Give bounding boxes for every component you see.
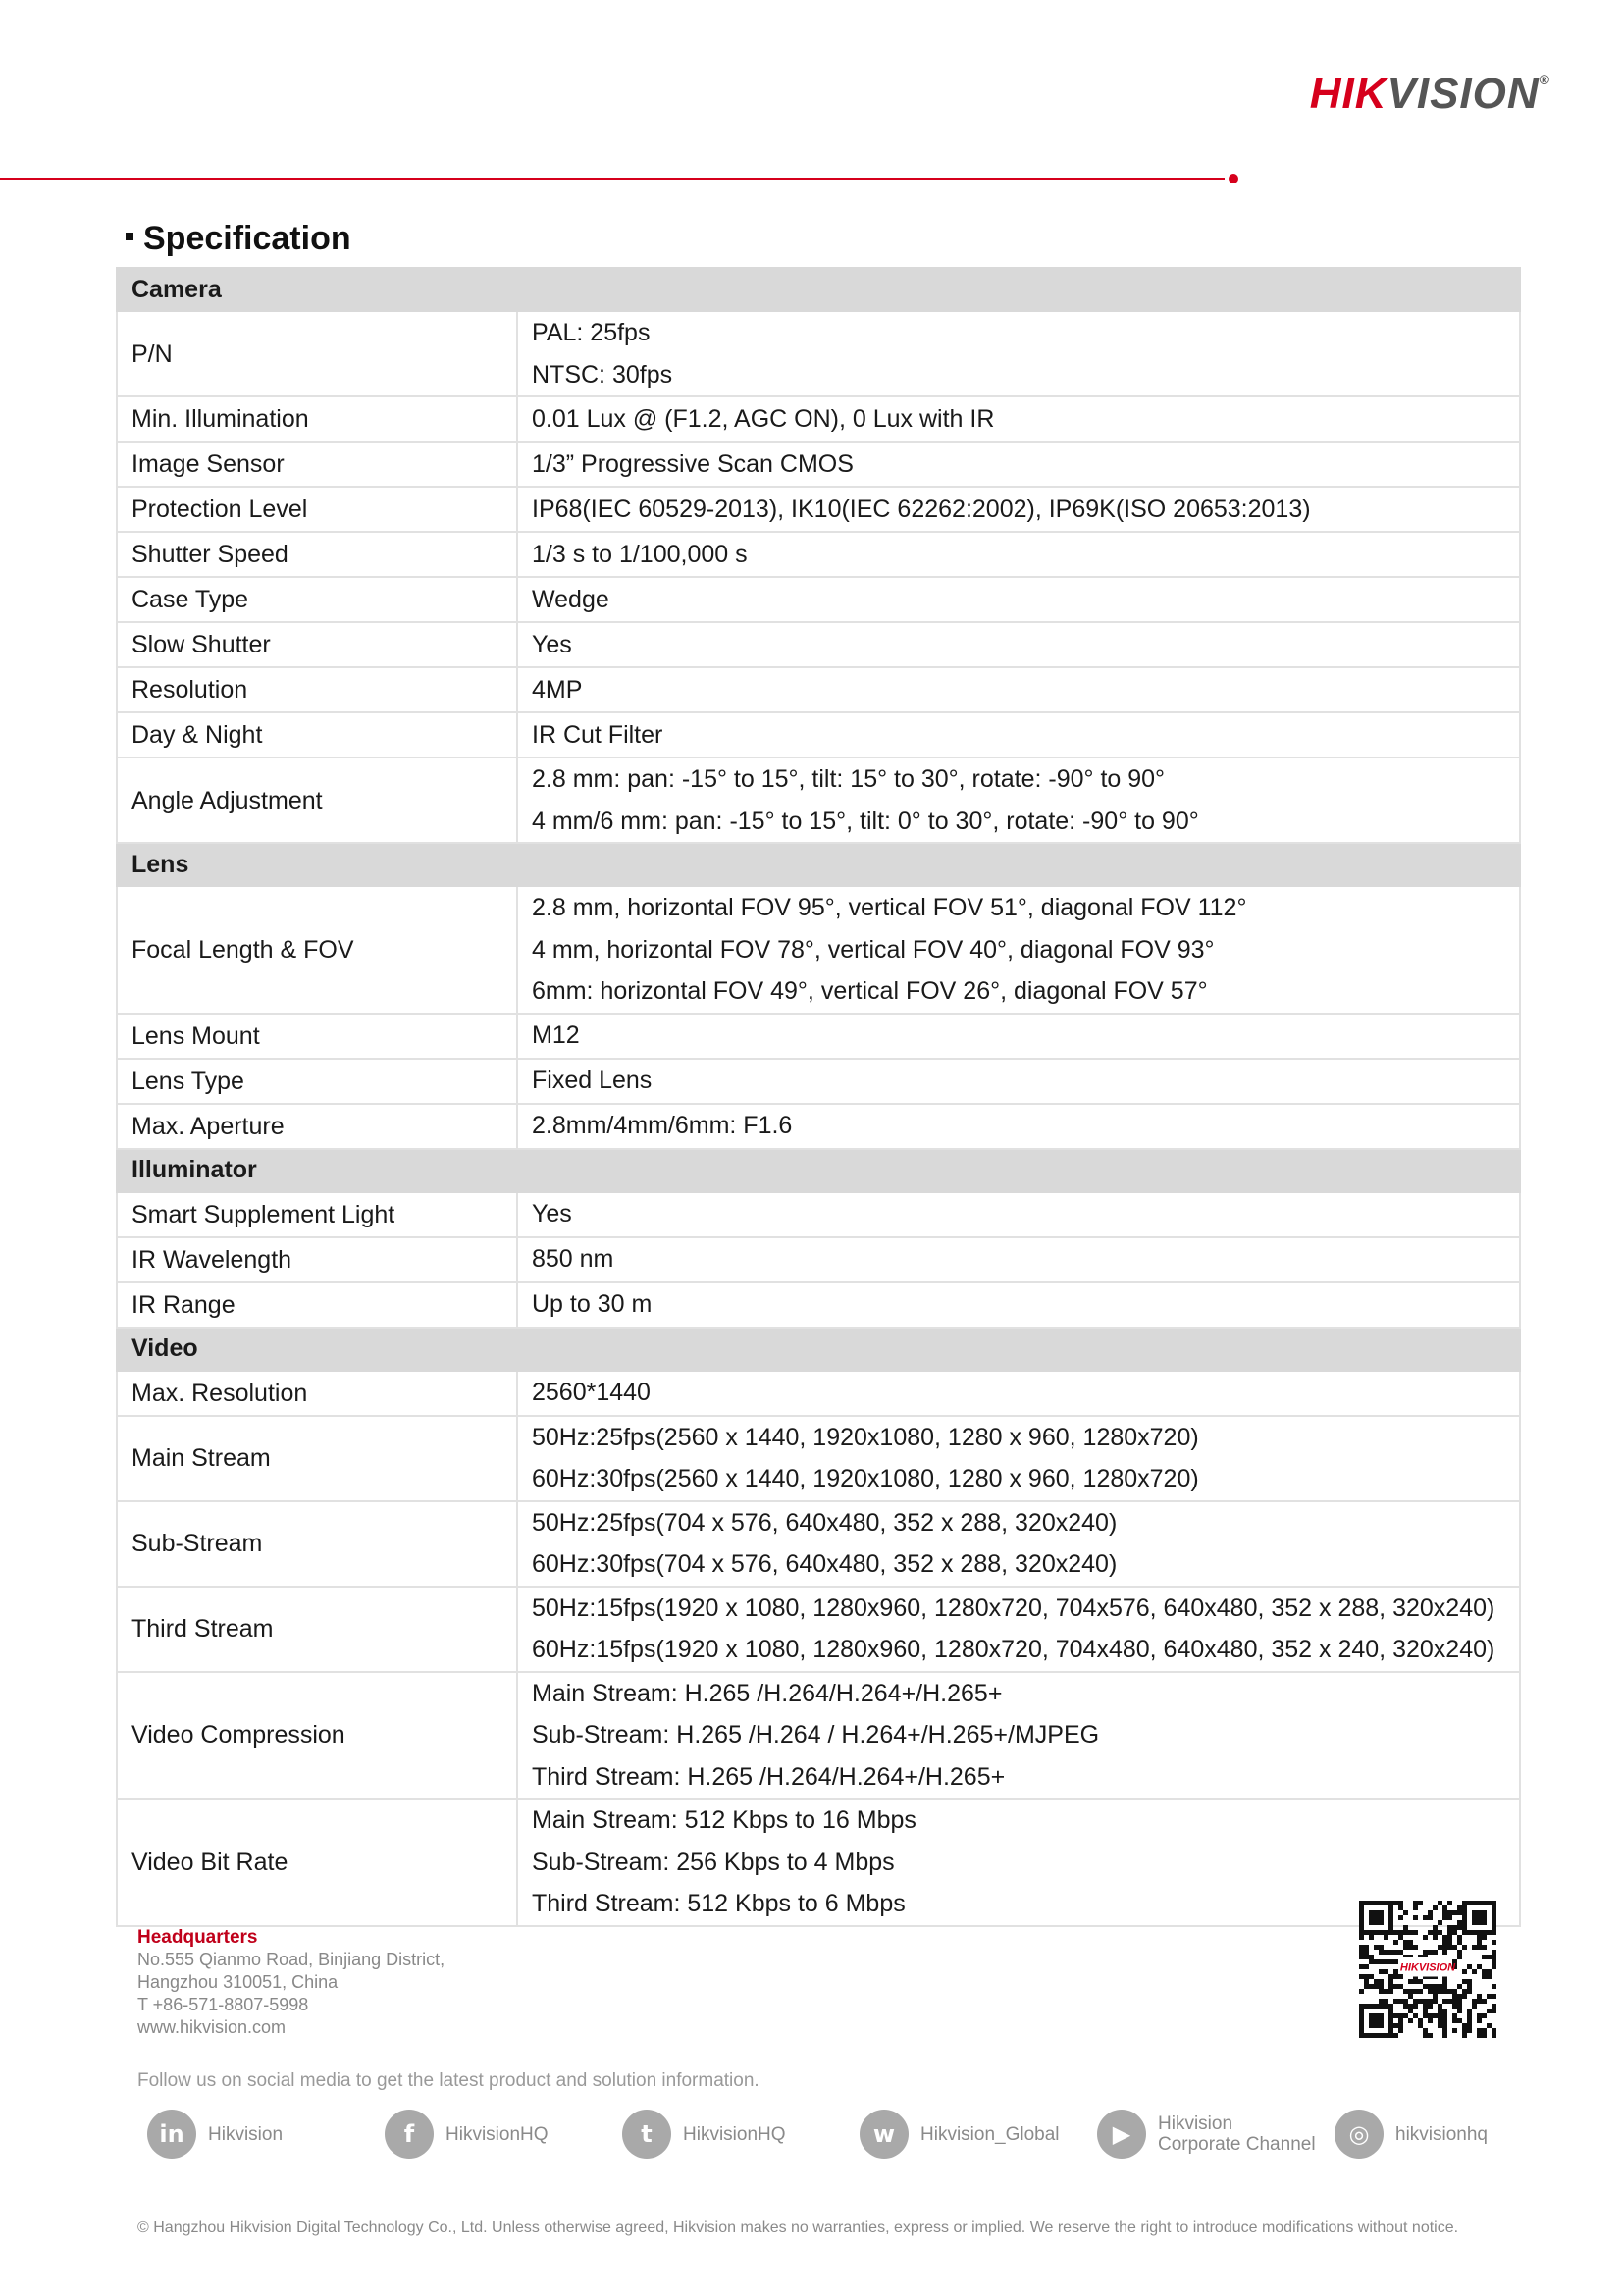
twitter-icon: t bbox=[622, 2110, 671, 2159]
youtube-icon: ▶ bbox=[1097, 2110, 1146, 2159]
spec-table bbox=[116, 267, 1521, 1927]
spec-row bbox=[117, 1059, 1520, 1104]
spec-label: Protection Level bbox=[117, 487, 517, 532]
spec-row bbox=[117, 577, 1520, 622]
spec-row bbox=[117, 1282, 1520, 1328]
spec-value bbox=[517, 442, 1520, 487]
spec-label: Angle Adjustment bbox=[117, 757, 517, 843]
address-line: No.555 Qianmo Road, Binjiang District, bbox=[137, 1950, 445, 1969]
spec-value bbox=[517, 1501, 1520, 1587]
section-header-lens bbox=[117, 843, 1520, 886]
social-label: Hikvision Corporate Channel bbox=[1158, 2113, 1316, 2155]
spec-label: Main Stream bbox=[117, 1416, 517, 1501]
spec-row bbox=[117, 667, 1520, 712]
spec-row bbox=[117, 757, 1520, 843]
spec-value bbox=[517, 712, 1520, 757]
hq-title: Headquarters bbox=[137, 1927, 258, 1948]
spec-value bbox=[517, 1059, 1520, 1104]
spec-row bbox=[117, 1237, 1520, 1282]
spec-row bbox=[117, 1014, 1520, 1059]
spec-label: Max. Aperture bbox=[117, 1104, 517, 1149]
spec-value-line: 50Hz:25fps(2560 x 1440, 1920x1080, 1280 x 960, 1280x720) bbox=[532, 1423, 1199, 1451]
spec-value bbox=[517, 1672, 1520, 1800]
spec-value-line: Yes bbox=[532, 630, 572, 658]
spec-value-line: 1/3” Progressive Scan CMOS bbox=[532, 449, 854, 478]
spec-label: P/N bbox=[117, 311, 517, 396]
page-title: Specification bbox=[126, 222, 351, 255]
qr-logo-label: HIKVISION bbox=[1399, 1961, 1456, 1974]
spec-label: Smart Supplement Light bbox=[117, 1192, 517, 1237]
social-label: hikvisionhq bbox=[1395, 2123, 1488, 2145]
spec-label: IR Range bbox=[117, 1282, 517, 1328]
spec-label: Lens Type bbox=[117, 1059, 517, 1104]
social-label: Hikvision bbox=[208, 2123, 284, 2145]
spec-value bbox=[517, 396, 1520, 442]
spec-value-line: 850 nm bbox=[532, 1245, 614, 1274]
spec-value bbox=[517, 886, 1520, 1014]
spec-value-line: Third Stream: 512 Kbps to 6 Mbps bbox=[532, 1890, 906, 1917]
social-link-instagram[interactable] bbox=[1335, 2108, 1488, 2161]
spec-value bbox=[517, 667, 1520, 712]
spec-value bbox=[517, 577, 1520, 622]
section-title: Illuminator bbox=[117, 1149, 1520, 1192]
spec-value-line: NTSC: 30fps bbox=[532, 360, 673, 389]
spec-row bbox=[117, 712, 1520, 757]
spec-value-line: 0.01 Lux @ (F1.2, AGC ON), 0 Lux with IR bbox=[532, 404, 995, 433]
header-rule bbox=[0, 178, 1225, 180]
spec-row bbox=[117, 886, 1520, 1014]
spec-value-line: Sub-Stream: H.265 /H.264 / H.264+/H.265+/MJPEG bbox=[532, 1721, 1100, 1748]
section-header-illuminator bbox=[117, 1149, 1520, 1192]
spec-value-line: Main Stream: 512 Kbps to 16 Mbps bbox=[532, 1806, 916, 1834]
spec-value-line: PAL: 25fps bbox=[532, 319, 651, 346]
hikvision-logo: HIKVISION® bbox=[1309, 70, 1550, 118]
section-title: Video bbox=[117, 1328, 1520, 1371]
spec-value-line: IR Cut Filter bbox=[532, 720, 663, 749]
spec-label: Lens Mount bbox=[117, 1014, 517, 1059]
spec-value-line: 60Hz:15fps(1920 x 1080, 1280x960, 1280x720, 704x480, 640x480, 352 x 240, 320x240) bbox=[532, 1636, 1495, 1663]
spec-row bbox=[117, 1672, 1520, 1800]
social-label: Hikvision_Global bbox=[920, 2123, 1060, 2145]
social-label: HikvisionHQ bbox=[445, 2123, 549, 2145]
spec-value bbox=[517, 532, 1520, 577]
title-bullet-icon bbox=[126, 233, 133, 240]
section-title: Lens bbox=[117, 843, 1520, 886]
spec-value-line: 2560*1440 bbox=[532, 1379, 651, 1407]
spec-value bbox=[517, 622, 1520, 667]
spec-row bbox=[117, 487, 1520, 532]
spec-value bbox=[517, 1014, 1520, 1059]
header-rule-dot bbox=[1229, 174, 1238, 183]
spec-row bbox=[117, 622, 1520, 667]
spec-label: Video Bit Rate bbox=[117, 1799, 517, 1926]
spec-value bbox=[517, 1282, 1520, 1328]
spec-value bbox=[517, 311, 1520, 396]
spec-value-line: Main Stream: H.265 /H.264/H.264+/H.265+ bbox=[532, 1679, 1003, 1707]
spec-value-line: 1/3 s to 1/100,000 s bbox=[532, 540, 748, 568]
section-header-video bbox=[117, 1328, 1520, 1371]
spec-value-line: 60Hz:30fps(2560 x 1440, 1920x1080, 1280 x 960, 1280x720) bbox=[532, 1465, 1199, 1492]
spec-label: Third Stream bbox=[117, 1587, 517, 1672]
social-link-facebook[interactable] bbox=[385, 2108, 549, 2161]
spec-value-line: 60Hz:30fps(704 x 576, 640x480, 352 x 288, 320x240) bbox=[532, 1550, 1118, 1578]
phone-line: T +86-571-8807-5998 bbox=[137, 1995, 309, 2014]
spec-row bbox=[117, 396, 1520, 442]
section-header-camera bbox=[117, 268, 1520, 311]
spec-value-line: 2.8mm/4mm/6mm: F1.6 bbox=[532, 1112, 793, 1140]
spec-row bbox=[117, 1501, 1520, 1587]
spec-value-line: 4 mm/6 mm: pan: -15° to 15°, tilt: 0° to 30°, rotate: -90° to 90° bbox=[532, 807, 1199, 835]
spec-row bbox=[117, 1104, 1520, 1149]
social-link-linkedin[interactable] bbox=[147, 2108, 283, 2161]
spec-value-line: 50Hz:15fps(1920 x 1080, 1280x960, 1280x720, 704x576, 640x480, 352 x 288, 320x240) bbox=[532, 1593, 1495, 1622]
spec-value bbox=[517, 1587, 1520, 1672]
qr-code-icon bbox=[1359, 1901, 1496, 2038]
spec-label: Focal Length & FOV bbox=[117, 886, 517, 1014]
spec-value bbox=[517, 1371, 1520, 1416]
spec-value-line: 2.8 mm: pan: -15° to 15°, tilt: 15° to 30°, rotate: -90° to 90° bbox=[532, 765, 1166, 793]
website-link[interactable]: www.hikvision.com bbox=[137, 2017, 287, 2037]
spec-value-line: Sub-Stream: 256 Kbps to 4 Mbps bbox=[532, 1848, 895, 1876]
spec-row bbox=[117, 532, 1520, 577]
wechat-icon: w bbox=[860, 2110, 909, 2159]
spec-value-line: 4 mm, horizontal FOV 78°, vertical FOV 40°, diagonal FOV 93° bbox=[532, 935, 1215, 964]
spec-value-line: Wedge bbox=[532, 585, 609, 613]
social-link-wechat[interactable] bbox=[860, 2108, 1060, 2161]
spec-label: Max. Resolution bbox=[117, 1371, 517, 1416]
social-label: HikvisionHQ bbox=[683, 2123, 786, 2145]
spec-value-line: 50Hz:25fps(704 x 576, 640x480, 352 x 288, 320x240) bbox=[532, 1508, 1118, 1537]
spec-row bbox=[117, 1799, 1520, 1926]
spec-value-line: Third Stream: H.265 /H.264/H.264+/H.265+ bbox=[532, 1762, 1006, 1791]
spec-value bbox=[517, 1192, 1520, 1237]
spec-label: Image Sensor bbox=[117, 442, 517, 487]
spec-value bbox=[517, 757, 1520, 843]
spec-value-line: M12 bbox=[532, 1021, 580, 1050]
spec-label: Case Type bbox=[117, 577, 517, 622]
spec-label: Sub-Stream bbox=[117, 1501, 517, 1587]
spec-value-line: 4MP bbox=[532, 675, 583, 704]
spec-value bbox=[517, 1416, 1520, 1501]
facebook-icon: f bbox=[385, 2110, 434, 2159]
spec-row bbox=[117, 1371, 1520, 1416]
spec-value-line: Yes bbox=[532, 1200, 572, 1228]
spec-row bbox=[117, 311, 1520, 396]
spec-value-line: IP68(IEC 60529-2013), IK10(IEC 62262:2002), IP69K(ISO 20653:2013) bbox=[532, 495, 1311, 523]
spec-value-line: Up to 30 m bbox=[532, 1290, 653, 1319]
spec-value bbox=[517, 487, 1520, 532]
address-line: Hangzhou 310051, China bbox=[137, 1972, 339, 1992]
spec-row bbox=[117, 1587, 1520, 1672]
spec-row bbox=[117, 1192, 1520, 1237]
follow-text: Follow us on social media to get the latest product and solution information. bbox=[137, 2070, 759, 2091]
spec-label: Shutter Speed bbox=[117, 532, 517, 577]
spec-value-line: Fixed Lens bbox=[532, 1067, 653, 1095]
spec-label: Video Compression bbox=[117, 1672, 517, 1800]
social-link-twitter[interactable] bbox=[622, 2108, 786, 2161]
copyright: © Hangzhou Hikvision Digital Technology Co., Ltd. Unless otherwise agreed, Hikvision makes no warranties, express or implied. We reserve the right to introduce modifications without notice. bbox=[137, 2219, 1459, 2236]
spec-value bbox=[517, 1237, 1520, 1282]
social-link-youtube[interactable] bbox=[1097, 2108, 1316, 2161]
spec-value bbox=[517, 1104, 1520, 1149]
instagram-icon: ◎ bbox=[1335, 2110, 1384, 2159]
spec-row bbox=[117, 442, 1520, 487]
headquarters-block bbox=[137, 1926, 445, 2039]
linkedin-icon: in bbox=[147, 2110, 196, 2159]
section-title: Camera bbox=[117, 268, 1520, 311]
spec-row bbox=[117, 1416, 1520, 1501]
spec-value-line: 6mm: horizontal FOV 49°, vertical FOV 26°, diagonal FOV 57° bbox=[532, 977, 1208, 1005]
spec-label: Slow Shutter bbox=[117, 622, 517, 667]
spec-label: IR Wavelength bbox=[117, 1237, 517, 1282]
spec-label: Min. Illumination bbox=[117, 396, 517, 442]
spec-value-line: 2.8 mm, horizontal FOV 95°, vertical FOV 51°, diagonal FOV 112° bbox=[532, 894, 1247, 921]
spec-label: Resolution bbox=[117, 667, 517, 712]
spec-label: Day & Night bbox=[117, 712, 517, 757]
